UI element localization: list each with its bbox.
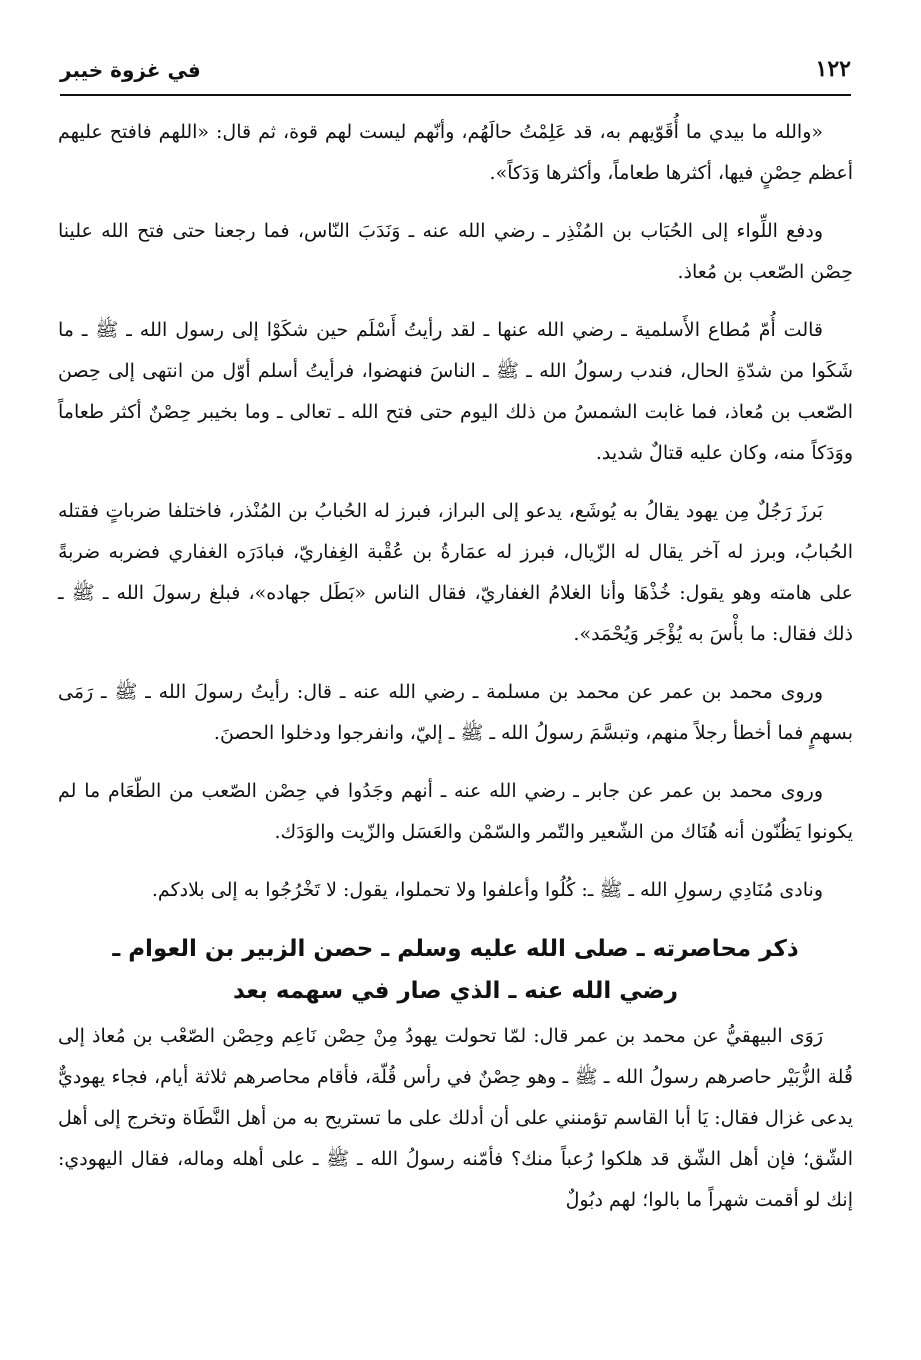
paragraph-1: «والله ما بيدي ما أُقَوّيهم به، قد عَلِمْتُ حالَهُم، وأنّهم ليست لهم قوة، ثم قال: «اللهم فافتح عليهم أعظم حِصْنٍ فيها، أكثرها طعاماً، وأكثرها وَدَكاً». [58,121,853,184]
section-heading-line-2: رضي الله عنه ـ الذي صار في سهمه بعد [233,978,678,1004]
section-heading [58,928,853,1012]
paragraph-3: قالت أُمّ مُطاع الأَسلمية ـ رضي الله عنها ـ لقد رأيتُ أَسْلَم حين شكَوْا إلى رسول الله ـ ﷺ ـ ما شَكَوا من شدّةِ الحال، فندب رسولُ الله ـ ﷺ ـ الناسَ فنهضوا، فرأيتُ أسلم أوّل من انتهى إلى حِصن الصّعب بن مُعاذ، فما غابت الشمسُ من ذلك اليوم حتى فتح الله ـ تعالى ـ وما بخيبر حِصْنٌ أكثر طعاماً ووَدَكاً منه، وكان عليه قتالٌ شديد. [58,319,853,464]
page-header [60,52,851,96]
paragraph-4: بَرزَ رَجُلٌ مِن يهود يقالُ به يُوشَع، يدعو إلى البراز، فبرز له الحُبابُ بن المُنْذر، فاختلفا ضرباتٍ فقتله الحُبابُ، وبرز له آخر يقال له الزّيال، فبرز له عمَارةُ بن عُقْبة الغِفاريّ، فبادَرَه الغفاري فضربه ضربةً على هامته وهو يقول: خُذْهَا وأنا الغلامُ الغفاريّ، فقال الناس «بَطَل جهاده»، فبلغ رسولَ الله ـ ﷺ ـ ذلك فقال: ما بأْسَ به يُؤْجَر وَيُحْمَد». [58,500,853,645]
section-heading-line-1: ذكر محاصرته ـ صلى الله عليه وسلم ـ حصن الزبير بن العوام ـ [112,936,799,962]
running-title: في غزوة خيبر [60,58,201,82]
paragraph-6: وروى محمد بن عمر عن جابر ـ رضي الله عنه ـ أنهم وجَدُوا في حِصْن الصّعب من الطّعَام ما لم يكونوا يَظُنّون أنه هُنَاك من الشّعير والتّمر والسّمْن والعَسَل والزّيت والوَدَك. [58,780,853,843]
body-text [58,112,853,1221]
page-number: ١٢٢ [815,56,851,82]
paragraph-7: ونادى مُنَادِي رسولِ الله ـ ﷺ ـ: كُلُوا وأعلفوا ولا تحملوا، يقول: لا تَخْرُجُوا به إلى بلادكم. [151,879,823,901]
paragraph-8: رَوَى البيهقيُّ عن محمد بن عمر قال: لمّا تحولت يهودُ مِنْ حِصْن نَاعِم وحِصْن الصّعْب بن مُعاذ إلى قُلة الزُّبَيْر حاصرهم رسولُ الله ـ ﷺ ـ وهو حِصْنٌ في رأس قُلّة، فأقام محاصرهم ثلاثة أيام، فجاء يهوديٌّ يدعى غزال فقال: يَا أبا القاسم تؤمنني على أن أدلك على ما تستريح به من أهل النَّطَاة وتخرج إلى أهل الشّق؛ فإن أهل الشّق قد هلكوا رُعباً منك؟ فأمّنه رسولُ الله ـ ﷺ ـ على أهله وماله، فقال اليهودي: إنك لو أقمت شهراً ما بالوا؛ لهم دبُولٌ [58,1025,853,1211]
paragraph-2: ودفع اللِّواء إلى الحُبَاب بن المُنْذِر ـ رضي الله عنه ـ وَنَدَبَ النّاس، فما رجعنا حتى فتح الله علينا حِصْن الصّعب بن مُعاذ. [58,220,853,283]
paragraph-5: وروى محمد بن عمر عن محمد بن مسلمة ـ رضي الله عنه ـ قال: رأيتُ رسولَ الله ـ ﷺ ـ رَمَى بسهمٍ فما أخطأ رجلاً منهم، وتبسَّمَ رسولُ الله ـ ﷺ ـ إليّ، وانفرجوا ودخلوا الحصنَ. [58,681,853,744]
